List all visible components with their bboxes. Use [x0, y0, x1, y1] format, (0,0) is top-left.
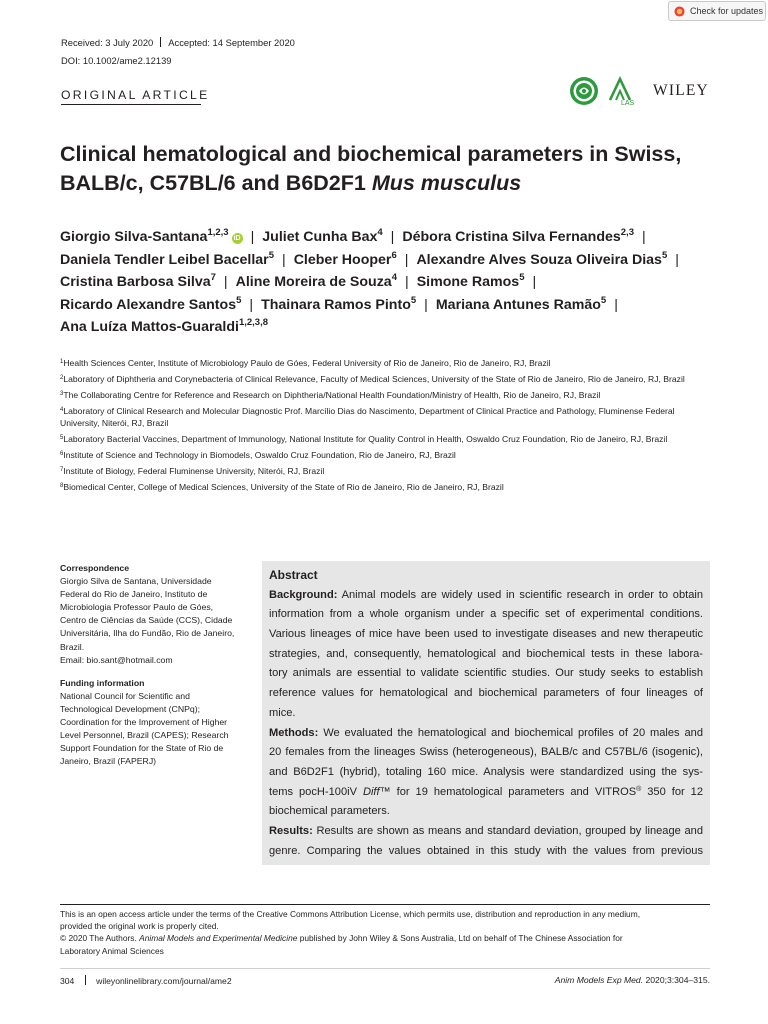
- affiliation: $^6$Institute of Science and Technology in Biomodels, Oswaldo Cruz Foundation, Rio de Janeiro, RJ, Brazil: [60, 449, 456, 460]
- funding-line: Technological Development (CNPq);: [60, 703, 201, 714]
- affiliation: $^5$Laboratory Bacterial Vaccines, Department of Immunology, National Institute for Quality Control in Health, Oswaldo Cruz Foundation, Rio de Janeiro, RJ, Brazil: [60, 434, 668, 445]
- author[interactable]: Giorgio Silva-Santana$^{1,2,3}$: [60, 227, 229, 245]
- article-type-underline: [61, 104, 201, 105]
- page-number: 304: [60, 976, 75, 986]
- author[interactable]: Ricardo Alexandre Santos$^5$: [60, 294, 242, 313]
- abstract-line: Various lineages of mice have been used to investigate diseases and new therapeutic: [269, 628, 703, 641]
- crossmark-icon: [674, 6, 685, 17]
- abstract-line: 20 females from the lineages Swiss (heterogeneous), BALB/c and C57BL/6 (isogenic),: [269, 746, 703, 759]
- abstract-line: biochemical parameters.: [269, 805, 390, 818]
- correspondence-heading: Correspondence: [60, 563, 130, 573]
- title-line-1: Clinical hematological and biochemical parameters in Swiss,: [60, 142, 682, 166]
- license-footnote: [60, 908, 712, 957]
- author[interactable]: Débora Cristina Silva Fernandes$^{2,3}$: [402, 227, 634, 245]
- footer-citation: [555, 975, 710, 985]
- abstract-line: strategies, and, consequently, hematological and biochemical tests in these labora-: [269, 647, 703, 660]
- author-list: Giorgio Silva-Santana$^{1,2,3}$iD | Juliet Cunha Bax$^4$ | Débora Cristina Silva Fernandes$^{2,3}$ | Daniela Tendler Leibel Bacellar$^5$ | Cleber Hooper$^6$ | Alexandre Alves Souza Oliveira Dias$^5$ | Cristina Barbosa Silva$^7$ | Aline Moreira de Souza$^4$ | Simone Ramos$^5$ | Ricardo Alexandre Santos$^5$ | Thainara Ramos Pinto$^5$ | Mariana Antunes Ramão$^5$ | Ana Luíza Mattos-Guaraldi$^{1,2,3,8}$: [60, 227, 679, 336]
- abstract-line: Background: Animal models are widely used in scientific research in order to obtain: [269, 588, 703, 601]
- affiliation: $^3$The Collaborating Centre for Reference and Research on Diphtheria/National Health Foundation/Ministry of Health, Rio de Janeiro, RJ, Brazil: [60, 389, 601, 400]
- abstract-heading: Abstract: [269, 568, 318, 582]
- license-line: This is an open access article under the terms of the Creative Commons Attribution License, which permits use, distribution and reproduction in any medium,: [60, 909, 641, 919]
- funding-line: Level Personnel, Brazil (CAPES); Research: [60, 730, 229, 741]
- article-title: [60, 140, 710, 198]
- author[interactable]: Cleber Hooper$^6$: [293, 249, 397, 268]
- affiliation: $^8$Biomedical Center, College of Medical Sciences, University of the State of Rio de Janeiro, Rio de Janeiro, RJ, Brazil: [60, 481, 504, 492]
- author[interactable]: Mariana Antunes Ramão$^5$: [435, 294, 607, 313]
- copyright-line: Laboratory Animal Sciences: [60, 945, 164, 956]
- author[interactable]: Alexandre Alves Souza Oliveira Dias$^5$: [416, 249, 668, 268]
- check-for-updates-label: Check for updates: [690, 6, 764, 16]
- las-logo-text: LAS: [621, 100, 635, 106]
- affiliation: $^2$Laboratory of Diphtheria and Corynebacteria of Clinical Relevance, Faculty of Medical Sciences, University of the State of Rio de Janeiro, Rio de Janeiro, RJ, Brazil: [60, 373, 685, 384]
- funding-line: National Council for Scientific and: [60, 690, 190, 701]
- affiliation: $^4$Laboratory of Clinical Research and Molecular Diagnostic Prof. Marcílio Dias do Nascimento, Department of Clinical Practice and Pathology, Fluminense Federal University, Niterói, RJ, Brazil: [60, 405, 675, 429]
- abstract: [269, 566, 703, 861]
- abstract-line: tems pocH-100iV Diff™ for 19 hematological parameters and VITROS® 350 for 12: [269, 785, 703, 798]
- cala-seal-logo-icon: [569, 76, 599, 106]
- correspondence-email[interactable]: Email: bio.sant@hotmail.com: [60, 654, 173, 665]
- funding-heading: Funding information: [60, 677, 145, 688]
- license-line: provided the original work is properly cited.: [60, 921, 219, 932]
- abstract-line: tory animals are essential to validate scientific studies. Our study seeks to establish: [269, 667, 703, 680]
- wiley-logo: WILEY: [653, 82, 709, 99]
- copyright-line: © 2020 The Authors. Animal Models and Experimental Medicine published by John Wiley & Sons Australia, Ltd on behalf of The Chinese Association for: [60, 933, 623, 944]
- affiliations: [60, 357, 712, 497]
- check-for-updates-button[interactable]: [668, 1, 766, 21]
- author[interactable]: Simone Ramos$^5$: [416, 272, 525, 291]
- received-date: Received: 3 July 2020: [61, 37, 154, 48]
- affiliation: $^1$Health Sciences Center, Institute of Microbiology Paulo de Góes, Federal University of Rio de Janeiro, Rio de Janeiro, RJ, Brazil: [60, 358, 551, 368]
- correspondence-line: Brazil.: [60, 641, 85, 652]
- title-line-2: BALB/c, C57BL/6 and B6D2F1: [60, 171, 372, 195]
- title-species-italic: Mus musculus: [371, 171, 522, 195]
- author[interactable]: Juliet Cunha Bax$^4$: [262, 227, 383, 245]
- funding-line: Janeiro, Brazil (FAPERJ): [60, 756, 157, 767]
- abstract-line: Methods: We evaluated the hematological and biochemical profiles of 20 males and: [269, 726, 703, 739]
- correspondence-line: Giorgio Silva de Santana, Universidade: [60, 576, 212, 587]
- publisher-logos: [569, 76, 709, 106]
- abstract-line: genre. Comparing the values obtained in this study with the values from previous: [269, 844, 703, 857]
- doi[interactable]: DOI: 10.1002/ame2.12139: [61, 55, 172, 66]
- funding-line: Coordination for the Improvement of Higher: [60, 717, 228, 728]
- correspondence-line: Federal do Rio de Janeiro, Instituto de: [60, 589, 208, 600]
- footer-left: [60, 975, 232, 986]
- journal-url[interactable]: wileyonlinelibrary.com/journal/ame2: [96, 976, 232, 986]
- funding-line: Support Foundation for the State of Rio de: [60, 743, 224, 754]
- abstract-line: reference values for hematological and biochemical parameters of four lineages of: [269, 687, 703, 700]
- footer-divider: [60, 968, 710, 969]
- affiliation: $^7$Institute of Biology, Federal Fluminense University, Niterói, RJ, Brazil: [60, 465, 325, 476]
- author[interactable]: Ana Luíza Mattos-Guaraldi$^{1,2,3,8}$: [60, 317, 268, 336]
- abstract-line: and B6D2F1 (hybrid), totaling 160 mice. Analysis were standardized using the sys-: [269, 765, 703, 778]
- correspondence-line: Centro de Ciências da Saúde (CCS), Cidade: [60, 615, 233, 626]
- citation: 2020;3:304–315.: [643, 975, 710, 985]
- abstract-line: Results: Results are shown as means and standard deviation, grouped by lineage and: [269, 824, 703, 837]
- article-type: ORIGINAL ARTICLE: [61, 88, 210, 102]
- received-accepted: [61, 37, 295, 48]
- author[interactable]: Cristina Barbosa Silva$^7$: [60, 272, 216, 291]
- footnote-divider: [60, 904, 710, 905]
- abstract-line: mice.: [269, 706, 296, 719]
- author[interactable]: Thainara Ramos Pinto$^5$: [261, 294, 417, 313]
- correspondence-line: Universitária, Ilha do Fundão, Rio de Janeiro,: [60, 628, 235, 639]
- las-logo-icon: [607, 76, 639, 106]
- footer-separator: [85, 975, 86, 985]
- abstract-line: information from a whole organism under a specific set of experimental conditions.: [269, 608, 703, 621]
- author[interactable]: Daniela Tendler Leibel Bacellar$^5$: [60, 249, 274, 268]
- orcid-icon[interactable]: iD: [233, 235, 241, 242]
- accepted-date: Accepted: 14 September 2020: [168, 37, 295, 48]
- correspondence-line: Microbiologia Professor Paulo de Góes,: [60, 602, 214, 613]
- author[interactable]: Aline Moreira de Souza$^4$: [235, 272, 397, 291]
- correspondence-block: [60, 562, 250, 768]
- journal-abbrev: Anim Models Exp Med.: [554, 975, 644, 985]
